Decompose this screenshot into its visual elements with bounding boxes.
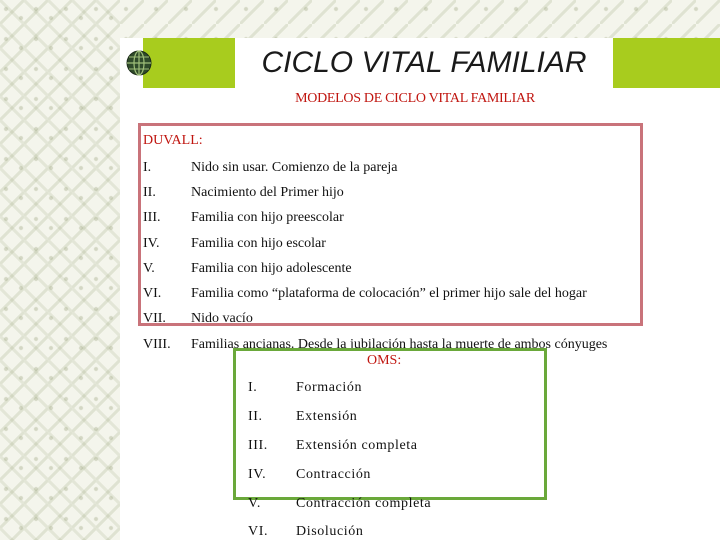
duvall-item-text: Nido sin usar. Comienzo de la pareja — [191, 160, 398, 175]
duvall-item-text: Familia con hijo escolar — [191, 236, 326, 251]
duvall-item-number: IV. — [143, 236, 160, 251]
background-pattern-left — [0, 0, 120, 540]
duvall-label: DUVALL: — [143, 133, 203, 148]
duvall-item-number: VI. — [143, 286, 162, 301]
duvall-item-text: Nacimiento del Primer hijo — [191, 185, 344, 200]
duvall-item-text: Nido vacío — [191, 311, 253, 326]
duvall-item-text: Familia como “plataforma de colocación” el primer hijo sale del hogar — [191, 286, 587, 301]
oms-item-text: Contracción completa — [296, 496, 432, 511]
duvall-item-text: Familias ancianas. Desde la jubilación hasta la muerte de ambos cónyuges — [191, 337, 608, 352]
duvall-item-number: I. — [143, 160, 152, 175]
duvall-item-text: Familia con hijo adolescente — [191, 261, 352, 276]
oms-item-text: Extensión completa — [296, 438, 418, 453]
page-title: CICLO VITAL FAMILIAR — [261, 46, 587, 79]
oms-item-number: II. — [248, 409, 263, 424]
duvall-item-number: II. — [143, 185, 156, 200]
duvall-item-number: III. — [143, 210, 161, 225]
duvall-item-number: V. — [143, 261, 155, 276]
oms-item-number: III. — [248, 438, 268, 453]
globe-icon — [126, 50, 152, 76]
duvall-item-number: VIII. — [143, 337, 171, 352]
oms-item-number: IV. — [248, 467, 267, 482]
page-subtitle: MODELOS DE CICLO VITAL FAMILIAR — [295, 91, 535, 106]
oms-item-text: Extensión — [296, 409, 358, 424]
oms-item-number: V. — [248, 496, 262, 511]
duvall-item-text: Familia con hijo preescolar — [191, 210, 344, 225]
oms-item-number: I. — [248, 380, 258, 395]
oms-item-number: VI. — [248, 524, 269, 539]
background-pattern-top — [120, 0, 720, 38]
duvall-item-number: VII. — [143, 311, 166, 326]
oms-item-text: Contracción — [296, 467, 372, 482]
oms-label: OMS: — [367, 353, 402, 368]
oms-frame — [233, 348, 547, 500]
title-box — [235, 38, 613, 88]
oms-item-text: Disolución — [296, 524, 364, 539]
oms-item-text: Formación — [296, 380, 363, 395]
